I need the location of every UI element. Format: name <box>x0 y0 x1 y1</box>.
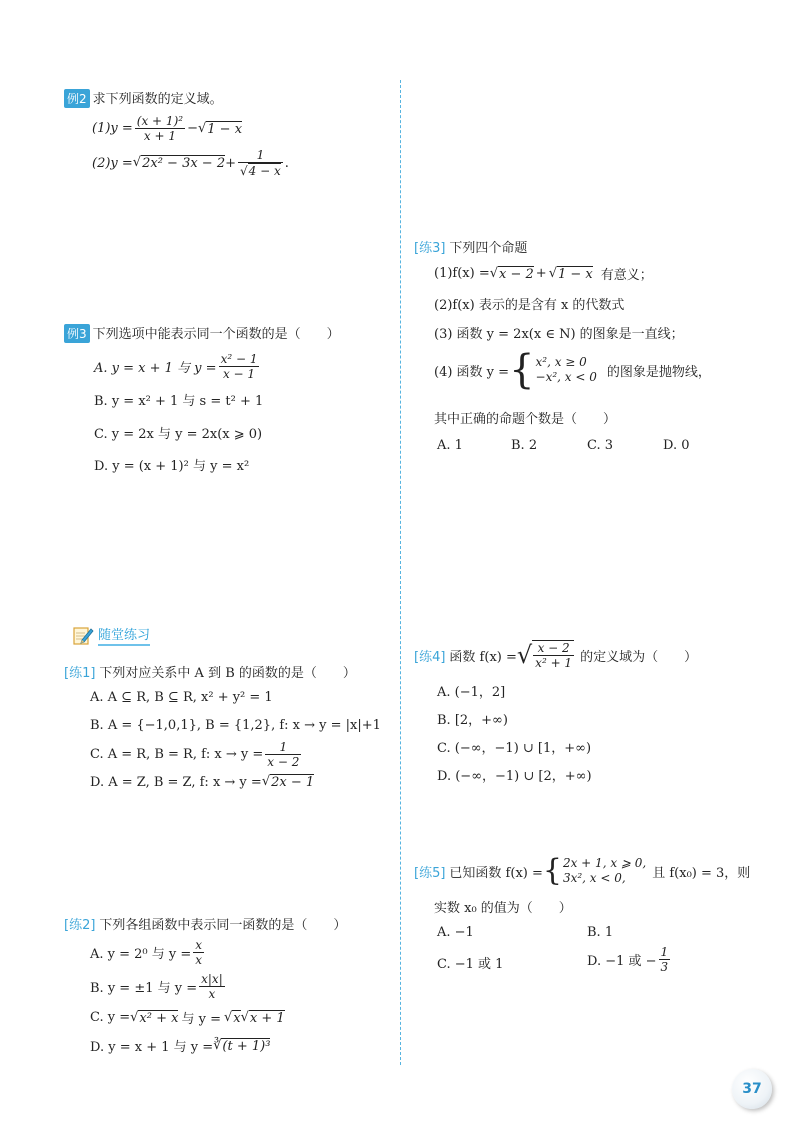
practice-3-p4-cases <box>536 355 597 385</box>
practice-2-option-d <box>90 1036 270 1055</box>
example-3-option-a <box>94 352 261 381</box>
practice-4-option-b: B. [2，+∞) <box>437 713 508 728</box>
practice-2-option-b-prefix: B. y = ±1 与 y = <box>90 981 198 996</box>
practice-2-option-a <box>90 938 206 967</box>
practice-3-option-c: C. 3 <box>587 438 614 453</box>
practice-2-option-c-prefix: C. y = <box>90 1010 131 1025</box>
practice-4-option-a: A. (−1，2] <box>437 685 506 700</box>
practice-1-option-d-prefix: D. A = Z, B = Z, f: x → y = <box>90 774 262 790</box>
practice-3-proposition-1 <box>434 264 653 283</box>
practice-2-option-d-root-sign: ∛ <box>213 1037 222 1053</box>
practice-2-option-a-denominator: x <box>195 953 203 967</box>
practice-4-stem-prefix: 函数 f(x) = <box>449 649 517 665</box>
practice-5-option-d-numerator: 1 <box>660 945 669 959</box>
ex3-opt-a-denominator: x − 1 <box>222 367 256 381</box>
practice-3-p1-radicand-2: 1 − x <box>558 266 593 282</box>
practice-3-proposition-2: (2)f(x) 表示的是含有 x 的代数式 <box>434 298 625 313</box>
practice-1-option-c <box>90 740 303 769</box>
practice-1-option-c-prefix: C. A = R, B = R, f: x → y = <box>90 747 264 762</box>
practice-3-p1-prefix: (1)f(x) = <box>434 266 490 281</box>
practice-3-p4-prefix: (4) 函数 y = <box>434 364 510 380</box>
pencil-notepad-icon <box>72 624 94 646</box>
practice-4-stem-suffix: 的定义域为（ ） <box>580 649 698 665</box>
practice-3-p1-radicand-1: x − 2 <box>499 266 534 282</box>
practice-4-heading <box>414 640 697 670</box>
practice-3-option-b: B. 2 <box>511 438 538 453</box>
ex2-p2-period: . <box>284 155 289 171</box>
practice-5-cases <box>563 856 646 886</box>
practice-1-option-b: B. A = {−1,0,1}, B = {1,2}, f: x → y = |x|+1 <box>90 718 381 733</box>
practice-5-piecewise <box>542 853 647 888</box>
practice-2-option-a-fraction <box>193 938 204 967</box>
practice-3-option-a: A. 1 <box>437 438 463 453</box>
practice-5-option-a: A. −1 <box>437 925 474 940</box>
practice-3-p4-case-1: x², x ≥ 0 <box>535 355 587 369</box>
column-divider <box>400 80 401 1065</box>
practice-5-case-2: 3x², x < 0, <box>562 871 626 885</box>
practice-4-numerator: x − 2 <box>533 641 574 656</box>
practice-3-question: 其中正确的命题个数是（ ） <box>434 412 617 427</box>
practice-3-option-d: D. 0 <box>663 438 690 453</box>
practice-1-option-c-numerator: 1 <box>265 740 301 755</box>
practice-2-option-b <box>90 972 227 1001</box>
practice-2-option-d-prefix: D. y = x + 1 与 y = <box>90 1040 214 1055</box>
practice-2-option-b-fraction <box>199 972 225 1001</box>
practice-5-stem-suffix: 且 f(x₀) = 3，则 <box>652 865 751 881</box>
practice-2-option-c <box>90 1008 285 1027</box>
ex3-opt-a-numerator: x² − 1 <box>220 352 258 366</box>
practice-5-stem-line-2: 实数 x₀ 的值为（ ） <box>434 901 572 916</box>
ex2-p1-minus: − <box>187 121 198 136</box>
ex2-p1-fraction <box>135 114 185 143</box>
example-2-part-2 <box>92 148 289 178</box>
example-2-stem: 求下列函数的定义域。 <box>92 92 223 107</box>
practice-2-option-b-denominator: x <box>208 987 216 1001</box>
practice-3-tag: [练3] <box>414 241 446 256</box>
practice-4-tag: [练4] <box>414 649 446 665</box>
practice-4-option-c: C. (−∞，−1) ∪ [1，+∞) <box>437 741 592 756</box>
example-3-tag: 例3 <box>64 324 90 343</box>
ex2-p1-prefix: (1)y = <box>92 121 133 136</box>
example-3-option-c: C. y = 2x 与 y = 2x(x ⩾ 0) <box>94 427 263 442</box>
practice-3-proposition-3: (3) 函数 y = 2x(x ∈ N) 的图象是一直线； <box>434 327 684 342</box>
ex2-p2-radical: √ 2x² − 3x − 2 <box>132 155 226 171</box>
practice-2-option-c-mid: 与 y = <box>181 1012 221 1027</box>
practice-5-option-d-denominator: 3 <box>660 960 669 974</box>
example-2-part-1 <box>92 114 242 143</box>
ex2-p2-plus: + <box>225 155 237 171</box>
left-brace-icon: { <box>509 347 535 393</box>
practice-5-case-1: 2x + 1, x ⩾ 0, <box>562 856 647 870</box>
practice-1-tag: [练1] <box>64 666 96 681</box>
radical-sign-icon: √ <box>516 641 533 669</box>
practice-5-option-b: B. 1 <box>587 925 614 940</box>
practice-2-heading <box>64 914 346 933</box>
practice-1-option-d-radicand: 2x − 1 <box>271 775 315 790</box>
practice-5-stem-prefix: 已知函数 f(x) = <box>449 865 543 881</box>
practice-2-option-c-radicand-1: x² + x <box>139 1010 179 1026</box>
example-3-option-d: D. y = (x + 1)² 与 y = x² <box>94 459 250 474</box>
practice-3-p1-plus: + <box>535 266 547 281</box>
page-number-badge: 37 <box>732 1069 772 1109</box>
ex2-p2-fraction <box>238 148 283 178</box>
section-title: 随堂练习 <box>98 624 150 646</box>
ex2-p2-prefix: (2)y = <box>92 155 133 171</box>
practice-1-option-d-radical: √ 2x − 1 <box>261 774 315 790</box>
practice-1-option-c-fraction <box>265 740 301 769</box>
practice-2-option-c-radicand-3: x + 1 <box>249 1010 285 1026</box>
practice-2-option-a-numerator: x <box>195 938 203 952</box>
practice-3-p4-case-2: −x², x < 0 <box>535 370 597 384</box>
ex2-p2-radicand: 2x² − 3x − 2 <box>142 156 226 171</box>
practice-3-stem: 下列四个命题 <box>449 241 528 256</box>
ex2-p2-numerator: 1 <box>238 148 283 163</box>
practice-2-option-d-radicand: (t + 1)³ <box>222 1038 271 1054</box>
practice-4-option-d: D. (−∞，−1) ∪ [2，+∞) <box>437 769 592 784</box>
practice-4-fraction <box>532 640 574 670</box>
practice-5-option-d-prefix: D. −1 或 − <box>587 954 657 969</box>
practice-2-tag: [练2] <box>64 918 96 933</box>
practice-1-heading <box>64 662 356 681</box>
ex2-p1-radical: √ 1 − x <box>197 120 243 137</box>
practice-2-option-d-radical <box>213 1038 270 1054</box>
ex3-opt-a-fraction <box>219 352 260 381</box>
practice-3-p4-suffix: 的图象是抛物线， <box>606 364 711 380</box>
practice-2-option-b-numerator: x|x| <box>201 972 223 986</box>
ex2-p2-denominator: √4 − x <box>240 164 281 178</box>
example-3-option-b: B. y = x² + 1 与 s = t² + 1 <box>94 394 264 409</box>
practice-3-p1-suffix: 有意义； <box>600 268 653 283</box>
practice-2-option-c-radicand-2: x <box>233 1010 241 1026</box>
practice-4-radical <box>517 640 574 670</box>
practice-2-option-c-radical-1: √ x² + x <box>130 1009 179 1026</box>
ex2-p2-denominator-radicand: 4 − x <box>248 164 281 178</box>
example-3-stem: 下列选项中能表示同一个函数的是（ ） <box>92 327 340 342</box>
practice-1-option-d <box>90 774 314 790</box>
practice-4-denominator: x² + 1 <box>535 656 573 670</box>
left-brace-icon: { <box>542 853 562 888</box>
practice-1-stem: 下列对应关系中 A 到 B 的函数的是（ ） <box>99 666 356 681</box>
practice-3-heading <box>414 237 527 256</box>
practice-1-option-c-denominator: x − 2 <box>267 755 300 769</box>
practice-5-option-c: C. −1 或 1 <box>437 957 504 972</box>
practice-section-header <box>72 624 150 646</box>
example-2-heading <box>64 88 223 108</box>
ex3-opt-a-prefix: A. y = x + 1 与 y = <box>94 361 217 376</box>
practice-5-tag: [练5] <box>414 865 446 881</box>
practice-3-p1-radical-1: √ x − 2 <box>489 265 534 282</box>
practice-2-stem: 下列各组函数中表示同一函数的是（ ） <box>99 918 347 933</box>
practice-5-option-d-fraction <box>659 945 671 974</box>
practice-3-p4-piecewise <box>509 347 597 393</box>
practice-3-p1-radical-2: √ 1 − x <box>548 265 593 282</box>
example-3-heading <box>64 323 340 343</box>
practice-2-option-c-radical-3: √ x + 1 <box>240 1009 285 1026</box>
ex2-p1-numerator: (x + 1)² <box>136 114 184 128</box>
practice-1-option-a: A. A ⊆ R, B ⊆ R, x² + y² = 1 <box>90 690 273 705</box>
practice-2-option-c-radical-2: √ x <box>223 1009 241 1026</box>
practice-2-option-a-prefix: A. y = 2⁰ 与 y = <box>90 947 192 962</box>
ex2-p1-denominator: x + 1 <box>143 129 176 143</box>
practice-5-option-d <box>587 945 672 974</box>
practice-3-proposition-4 <box>434 347 711 393</box>
ex2-p1-radicand: 1 − x <box>207 121 243 137</box>
practice-5-heading <box>414 853 751 888</box>
example-2-tag: 例2 <box>64 89 90 108</box>
